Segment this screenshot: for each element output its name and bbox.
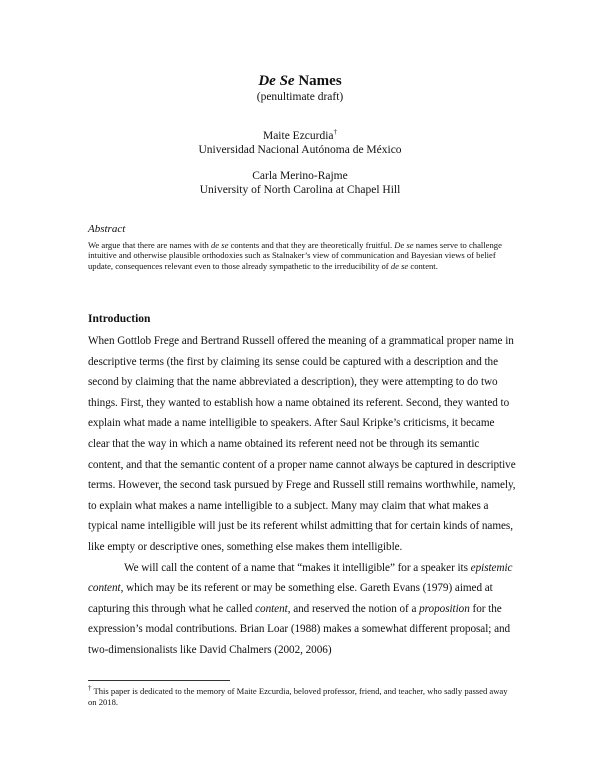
introduction-body (88, 331, 516, 661)
title-rest: Names (298, 73, 342, 89)
author-affiliation: University of North Carolina at Chapel Hill (199, 184, 401, 196)
author-name: Maite Ezcurdia† (262, 128, 338, 142)
abstract-text: We argue that there are names with de se contents and that they are theoretically fruitful. De se names serve to challenge intuitive and otherwise plausible orthodoxies such as Stalnaker’s view of communication and Bayesian views of belief update, consequences relevant even to those already sympathetic to the irreducibility of de se content. (88, 240, 502, 271)
title-italic: De Se (258, 73, 295, 89)
footnote-divider (88, 680, 230, 681)
paragraph: We will call the content of a name that “makes it intelligible” for a speaker its epistemic content, which may be its referent or may be something else. Gareth Evans (1979) aimed at capturing this through what he called content, and reserved the notion of a proposition for the expression’s modal contributions. Brian Loar (1988) makes a somewhat different proposal; and two-dimensionalists like David Chalmers (2002, 2006) (88, 561, 513, 656)
footnote-marker[interactable]: † (333, 128, 338, 137)
footnote: † This paper is dedicated to the memory of Maite Ezcurdia, beloved professor, friend, and teacher, who sadly passed away on 2018. (88, 684, 508, 707)
section-heading-introduction: Introduction (88, 313, 151, 325)
paragraph: When Gottlob Frege and Bertrand Russell offered the meaning of a grammatical proper name in descriptive terms (the first by claiming its sense could be captured with a description and the second by claiming that the name abbreviated a description), they were attempting to do two things. First, they wanted to establish how a name obtained its referent. Second, they wanted to explain what made a name intelligible to speakers. After Saul Kripke’s criticisms, it became clear that the way in which a name obtained its referent need not be through its semantic content, and that the semantic content of a proper name cannot always be captured in descriptive terms. However, the second task pursued by Frege and Russell still remains worthwhile, namely, to explain what makes a name intelligible to a subject. Many may claim that what makes a typical name intelligible will just be its referent whilst admitting that for certain kinds of names, like empty or descriptive ones, something else makes them intelligible. (88, 335, 516, 553)
author-name: Carla Merino-Rajme (252, 170, 348, 182)
footnote-mark: † (88, 684, 92, 693)
author-affiliation: Universidad Nacional Autónoma de México (198, 144, 402, 156)
abstract-heading: Abstract (88, 223, 126, 235)
paper-subtitle: (penultimate draft) (256, 91, 344, 103)
paper-title (0, 72, 600, 90)
author-block (0, 129, 600, 197)
title-block (0, 72, 600, 104)
